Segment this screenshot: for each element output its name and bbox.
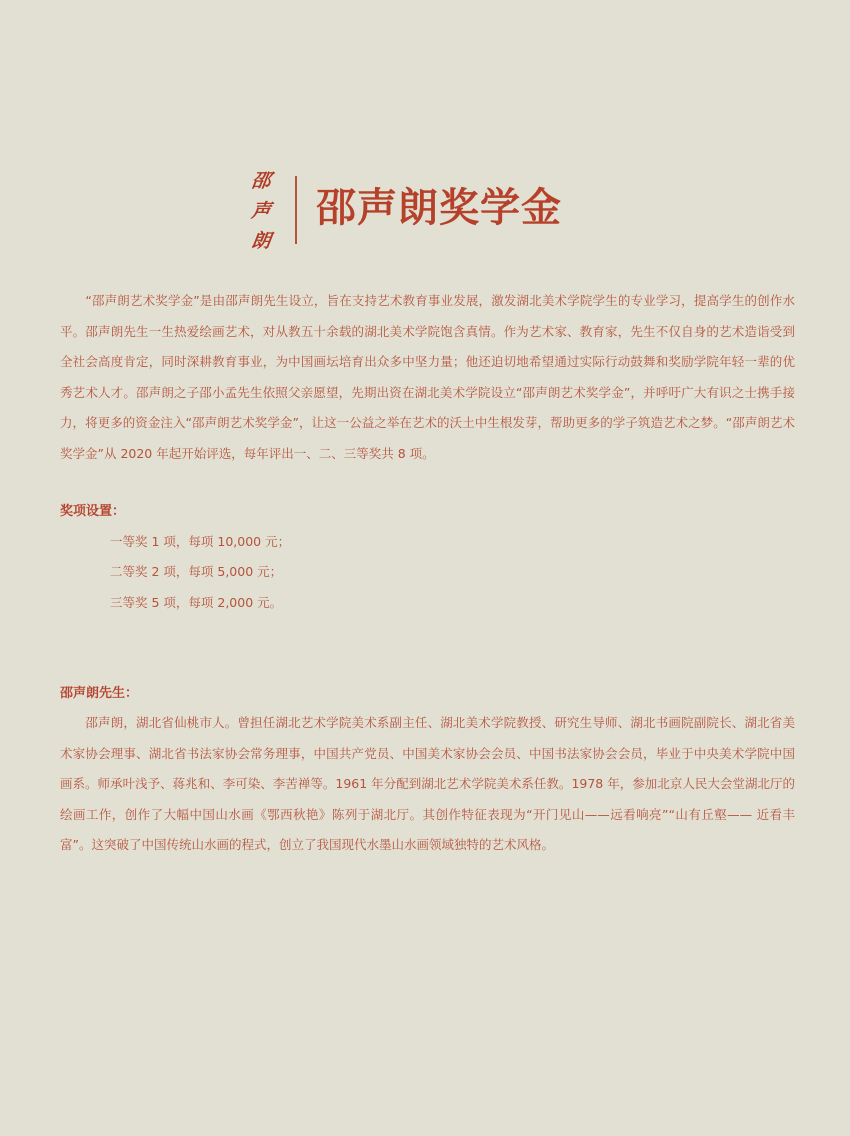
signature-seal [246, 170, 276, 256]
seal-char-1: 邵 [250, 170, 273, 192]
seal-char-2: 声 [250, 200, 273, 222]
awards-label: 奖项设置： [60, 504, 126, 519]
intro-paragraph: “邵声朗艺术奖学金”是由邵声朗先生设立，旨在支持艺术教育事业发展，激发湖北美术学院学生的专业学习，提高学生的创作水平。邵声朗先生一生热爱绘画艺术，对从教五十余载的湖北美术学院饱含真情。作为艺术家、教育家，先生不仅自身的艺术造诣受到全社会高度肯定，同时深耕教育事业，为中国画坛培育出众多中坚力量；他还迫切地希望通过实际行动鼓舞和奖励学院年轻一辈的优秀艺术人才。邵声朗之子邵小孟先生依照父亲愿望，先期出资在湖北美术学院设立“邵声朗艺术奖学金”，并呼吁广大有识之士携手接力，将更多的资金注入“邵声朗艺术奖学金”，让这一公益之举在艺术的沃土中生根发芽，帮助更多的学子筑造艺术之梦。“邵声朗艺术奖学金”从 2020 年起开始评选，每年评出一、二、三等奖共 8 项。 [60, 293, 795, 461]
seal-char-3: 朗 [250, 230, 273, 252]
bio-paragraph: 邵声朗，湖北省仙桃市人。曾担任湖北艺术学院美术系副主任、湖北美术学院教授、研究生导师、湖北书画院副院长、湖北省美术家协会理事、湖北省书法家协会常务理事，中国共产党员、中国美术家协会会员、中国书法家协会会员，毕业于中央美术学院中国画系。师承叶浅予、蒋兆和、李可染、李苦禅等。1961 年分配到湖北艺术学院美术系任教。1978 年，参加北京人民大会堂湖北厅的绘画工作，创作了大幅中国山水画《鄂西秋艳》陈列于湖北厅。其创作特征表现为“开门见山——远看响亮”“山有丘壑—— 近看丰富”。这突破了中国传统山水画的程式，创立了我国现代水墨山水画领域独特的艺术风格。 [60, 715, 795, 853]
page-title: 邵声朗奖学金 [316, 185, 562, 231]
award-item-third: 三等奖 5 项，每项 2,000 元。 [110, 595, 283, 610]
person-label: 邵声朗先生： [60, 686, 139, 701]
award-item-second: 二等奖 2 项，每项 5,000 元； [110, 564, 283, 579]
page-header [246, 170, 626, 256]
header-divider [295, 176, 297, 244]
award-item-first: 一等奖 1 项，每项 10,000 元； [110, 534, 291, 549]
